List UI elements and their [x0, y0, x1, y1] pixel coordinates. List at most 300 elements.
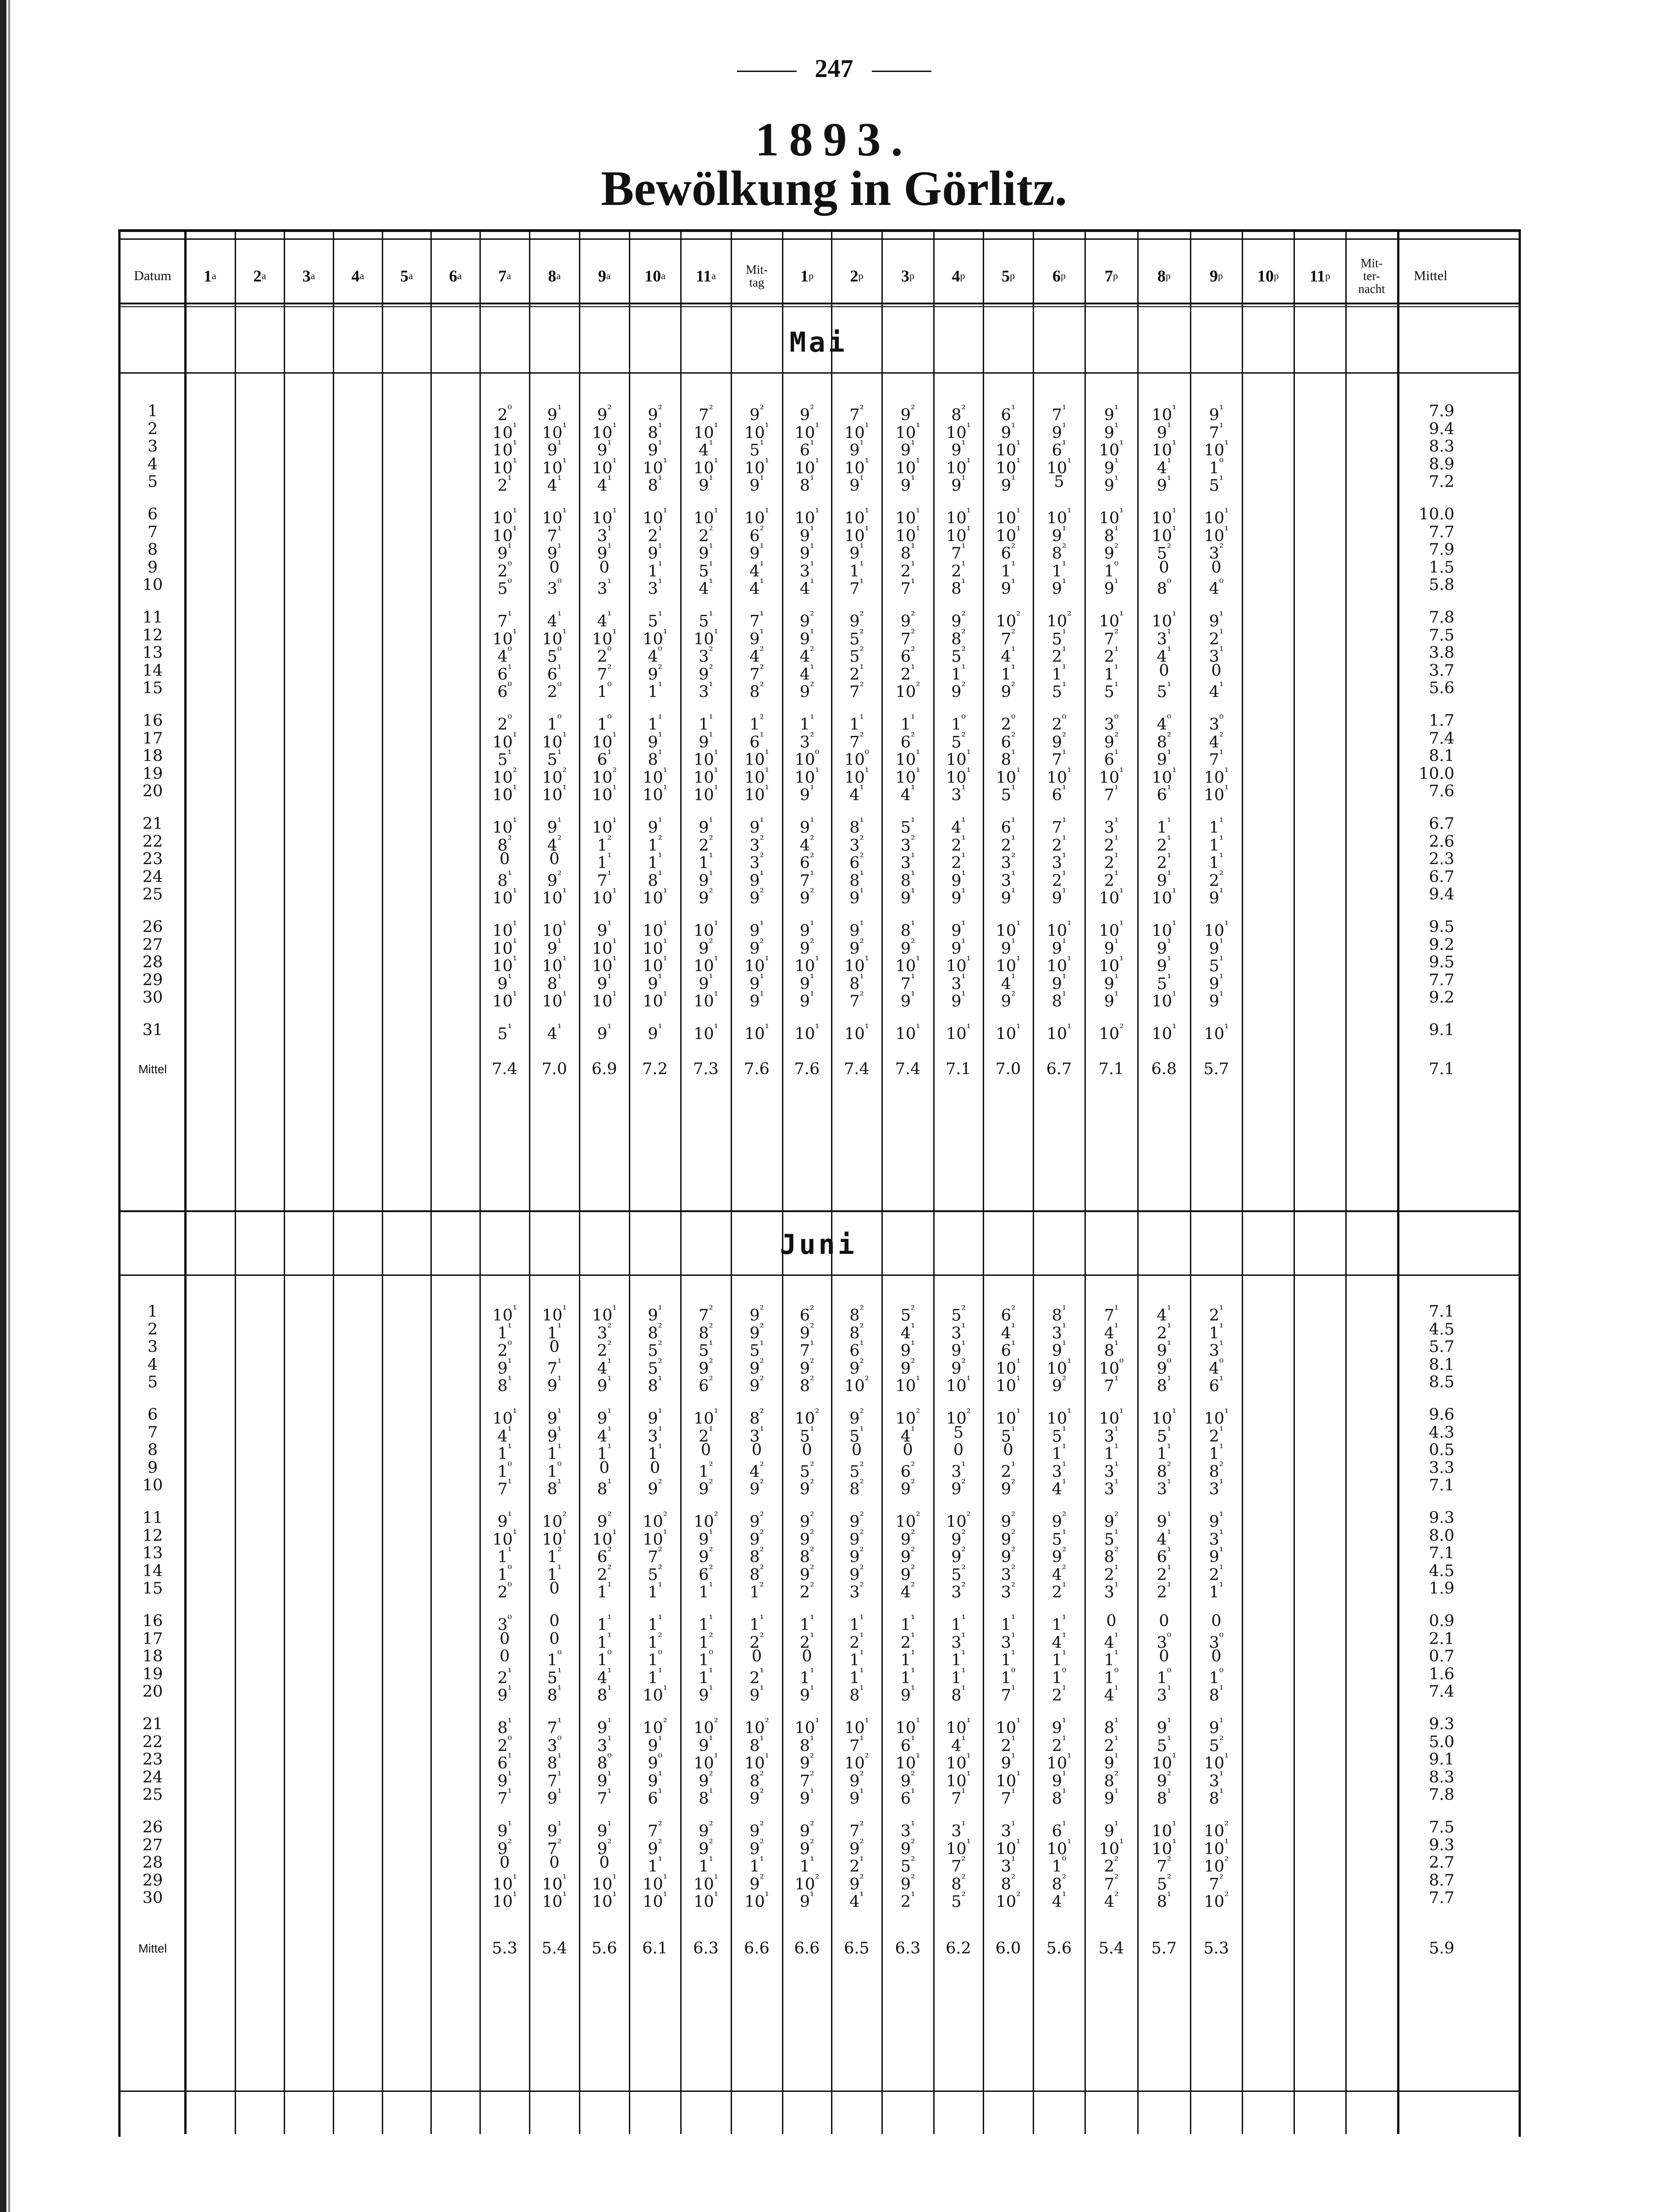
cloud-amount: 10 [946, 509, 967, 528]
cloud-form-index: ¹ [961, 1613, 966, 1625]
cloud-amount: 2 [497, 1583, 508, 1602]
cloud-amount: 10 [794, 1719, 815, 1738]
cloud-amount: 10 [643, 1893, 663, 1912]
cloud-value [782, 1562, 831, 1584]
cloud-amount: 8 [1209, 1790, 1220, 1809]
cloud-value [882, 783, 934, 805]
cloud-amount: 8 [1104, 1341, 1115, 1360]
cloud-form-index: ¹ [1219, 1374, 1224, 1387]
cloud-value [831, 1786, 882, 1809]
cloud-form-index: ² [859, 627, 864, 640]
cloud-form-index: ² [911, 937, 915, 949]
cloud-form-index: ¹ [607, 748, 612, 761]
cloud-amount: 10 [1204, 527, 1225, 546]
cloud-amount: 1 [1104, 1445, 1115, 1463]
header-hour-number: 9 [598, 267, 606, 285]
cloud-form-index: ² [966, 1407, 971, 1419]
cloud-value [480, 456, 529, 478]
cloud-value [831, 936, 882, 958]
cloud-amount: 5 [1209, 1737, 1220, 1755]
header-hour [480, 251, 529, 301]
cloud-form-index: ⁰ [557, 1649, 562, 1661]
cloud-amount: 10 [895, 509, 916, 528]
cloud-amount: 3 [1156, 1480, 1167, 1499]
cloud-amount: 8 [547, 1687, 558, 1705]
cloud-form-index: ¹ [607, 1581, 612, 1593]
cloud-form-index: ¹ [961, 1820, 966, 1831]
cloud-value [579, 473, 629, 496]
cloud-value [1190, 918, 1242, 940]
row-date: 19 [142, 1665, 163, 1683]
cloud-form-index: ¹ [859, 1684, 864, 1696]
cloud-amount: 5 [497, 750, 508, 769]
cloud-form-index: ¹ [607, 1787, 612, 1799]
cloud-amount: 10 [996, 441, 1017, 460]
cloud-amount: 9 [1001, 889, 1012, 908]
cloud-amount: 10 [542, 786, 563, 805]
cloud-value [1190, 1459, 1242, 1481]
cloud-value [1085, 1424, 1138, 1446]
cloud-value [1190, 954, 1242, 976]
cloud-amount: 10 [946, 1840, 967, 1859]
cloud-value [579, 747, 629, 769]
cloud-amount: 10 [542, 733, 563, 752]
cloud-form-index: ¹ [1167, 1716, 1172, 1728]
cloud-amount: 2 [1156, 1566, 1167, 1584]
cloud-value [831, 627, 882, 649]
hourly-mean: 6.8 [1151, 1060, 1177, 1078]
cloud-form-index: ¹ [961, 972, 966, 984]
header-hour-suffix: a [408, 270, 413, 281]
cloud-amount: 2 [1051, 715, 1062, 734]
cloud-form-index: ¹ [1114, 1478, 1119, 1490]
cloud-form-index: ² [658, 1820, 662, 1831]
cloud-form-index: ¹ [562, 919, 567, 931]
cloud-amount: 7 [1209, 424, 1220, 442]
cloud-value [1085, 1683, 1138, 1705]
cloud-amount: 6 [1001, 1341, 1012, 1360]
cloud-amount: 10 [492, 424, 513, 442]
cloud-value [1033, 1441, 1085, 1463]
cloud-amount: 9 [497, 1772, 508, 1791]
cloud-form-index: ¹ [815, 507, 820, 519]
cloud-value [983, 868, 1033, 890]
cloud-amount: 10 [794, 768, 815, 787]
cloud-amount: 10 [542, 993, 563, 1011]
cloud-form-index: ¹ [562, 456, 567, 469]
row-date: 29 [142, 971, 163, 989]
cloud-value [1138, 936, 1190, 958]
cloud-amount: 9 [1051, 939, 1062, 958]
month-mean: 7.1 [1429, 1060, 1454, 1078]
cloud-amount: 9 [900, 1840, 911, 1859]
cloud-form-index: ¹ [1114, 1581, 1119, 1593]
cloud-amount: 3 [900, 1822, 911, 1841]
cloud-value [579, 1580, 629, 1602]
cloud-form-index: ² [961, 645, 966, 657]
cloud-amount: 9 [597, 1025, 608, 1043]
cloud-amount: 9 [648, 818, 658, 837]
cloud-value [629, 850, 681, 872]
cloud-value [529, 1441, 579, 1463]
column-divider [1345, 232, 1347, 2134]
cloud-form-index: ¹ [760, 869, 764, 881]
cloud-amount: 10 [744, 1893, 765, 1912]
cloud-amount: 2 [1104, 647, 1115, 666]
hourly-mean: 6.1 [642, 1939, 668, 1958]
cloud-form-index: ¹ [709, 851, 713, 864]
cloud-value [731, 438, 782, 460]
cloud-form-index: ¹ [1011, 421, 1016, 433]
cloud-form-index: ¹ [911, 816, 915, 828]
cloud-value [1033, 1527, 1085, 1549]
cloud-form-index: ² [911, 1769, 915, 1782]
cloud-amount: 10 [542, 459, 563, 478]
cloud-amount: 5 [547, 647, 558, 666]
cloud-value [579, 1769, 629, 1791]
cloud-amount: 9 [799, 544, 810, 563]
cloud-amount: 9 [497, 975, 508, 993]
cloud-value [681, 868, 731, 890]
cloud-form-index: ⁰ [557, 1734, 562, 1746]
cloud-form-index: ¹ [1167, 1478, 1172, 1490]
cloud-amount: 2 [1104, 1737, 1115, 1755]
cloud-amount: 0 [1159, 1647, 1169, 1666]
cloud-value [1085, 1321, 1138, 1343]
cloud-form-index: ¹ [810, 1339, 815, 1351]
cloud-form-index: ¹ [1119, 507, 1124, 519]
cloud-value [782, 1889, 831, 1912]
cloud-amount: 8 [1209, 1687, 1220, 1705]
cloud-form-index: ² [557, 869, 562, 881]
cloud-value [1190, 662, 1242, 679]
cloud-amount: 8 [1051, 1306, 1062, 1325]
cloud-form-index: ¹ [916, 748, 920, 761]
cloud-value [831, 506, 882, 528]
cloud-value [731, 420, 782, 442]
cloud-value [529, 1716, 579, 1738]
header-hour [579, 251, 629, 301]
cloud-value [579, 850, 629, 872]
cloud-form-index: ¹ [1016, 524, 1021, 536]
cloud-form-index: ² [1219, 1872, 1224, 1885]
cloud-amount: 9 [1001, 1480, 1012, 1499]
cloud-form-index: ⁰ [1011, 713, 1016, 725]
cloud-value [480, 1819, 529, 1841]
cloud-form-index: ¹ [911, 1424, 915, 1437]
cloud-value [1033, 1321, 1085, 1343]
row-date: 10 [142, 1476, 163, 1495]
cloud-value [782, 420, 831, 442]
cloud-form-index: ¹ [765, 456, 769, 469]
cloud-value [1033, 886, 1085, 908]
cloud-amount: 9 [951, 1359, 962, 1378]
hourly-mean: 6.5 [844, 1939, 870, 1958]
cloud-form-index: ¹ [859, 1613, 864, 1625]
cloud-value [731, 1441, 782, 1459]
cloud-value [681, 1819, 731, 1841]
cloud-value [1138, 747, 1190, 769]
cloud-form-index: ¹ [1016, 1407, 1021, 1419]
cloud-form-index: ¹ [961, 851, 966, 864]
cloud-value [1138, 918, 1190, 940]
row-mean: 10.0 [1419, 505, 1454, 524]
cloud-value [882, 918, 934, 940]
table-title: Bewölkung in Görlitz. [600, 161, 1068, 216]
cloud-form-index: ¹ [961, 662, 966, 675]
cloud-amount: 9 [799, 786, 810, 805]
cloud-value [480, 1509, 529, 1531]
cloud-amount: 2 [749, 1669, 760, 1688]
cloud-amount: 9 [951, 993, 962, 1011]
cloud-amount: 6 [749, 527, 760, 546]
cloud-amount: 10 [694, 1875, 714, 1894]
cloud-form-index: ¹ [714, 627, 718, 640]
cloud-value [579, 1527, 629, 1549]
cloud-form-index: ² [760, 1478, 764, 1490]
cloud-value [731, 1854, 782, 1876]
cloud-form-index: ² [658, 1631, 662, 1643]
cloud-value [934, 1441, 983, 1459]
cloud-form-index: ¹ [1062, 662, 1067, 675]
row-mean: 9.3 [1429, 1836, 1454, 1854]
cloud-amount: 10 [744, 1719, 765, 1738]
cloud-amount: 8 [749, 1409, 760, 1428]
cloud-form-index: ¹ [1016, 439, 1021, 451]
cloud-form-index: ¹ [658, 680, 662, 693]
cloud-form-index: ¹ [1167, 1442, 1172, 1455]
cloud-value [1138, 1716, 1190, 1738]
cloud-amount: 10 [592, 733, 613, 752]
cloud-value [1033, 989, 1085, 1011]
cloud-form-index: ¹ [1011, 662, 1016, 675]
row-date: 27 [142, 1836, 163, 1854]
cloud-amount: 3 [799, 562, 810, 581]
cloud-amount: 2 [497, 562, 508, 581]
cloud-value [983, 473, 1033, 496]
cloud-form-index: ² [859, 990, 864, 1002]
cloud-form-index: ¹ [1224, 1022, 1229, 1034]
cloud-form-index: ¹ [1114, 403, 1119, 415]
cloud-amount: 9 [951, 1530, 962, 1549]
cloud-value [629, 1612, 681, 1634]
cloud-value [1085, 765, 1138, 787]
cloud-value [1138, 1356, 1190, 1378]
row-mean: 7.9 [1429, 402, 1454, 420]
cloud-value [1190, 1648, 1242, 1665]
cloud-form-index: ¹ [864, 421, 869, 433]
cloud-amount: 9 [1051, 1772, 1062, 1791]
cloud-amount: 9 [1051, 733, 1062, 752]
cloud-value [529, 679, 579, 702]
cloud-value [1138, 662, 1190, 679]
row-mean: 1.6 [1429, 1665, 1454, 1683]
cloud-value [629, 473, 681, 496]
cloud-form-index: ¹ [557, 1666, 562, 1678]
cloud-amount: 0 [549, 850, 560, 869]
cloud-value [1085, 576, 1138, 599]
cloud-value [882, 1751, 934, 1773]
cloud-value [934, 1872, 983, 1894]
cloud-amount: 6 [547, 665, 558, 684]
cloud-amount: 9 [951, 441, 962, 460]
cloud-value [1085, 559, 1138, 581]
cloud-value [934, 403, 983, 425]
cloud-value [681, 403, 731, 425]
cloud-value [579, 644, 629, 666]
cloud-value [782, 679, 831, 702]
cloud-amount: 10 [1204, 1409, 1225, 1428]
cloud-form-index: ⁰ [1219, 1357, 1224, 1369]
cloud-form-index: ⁰ [507, 403, 512, 415]
cloud-amount: 10 [844, 459, 865, 478]
hourly-mean: 7.0 [995, 1060, 1021, 1078]
cloud-value [480, 524, 529, 546]
cloud-form-index: ¹ [1219, 610, 1224, 622]
cloud-amount: 10 [492, 1409, 513, 1428]
cloud-amount: 9 [749, 1324, 760, 1343]
cloud-amount: 2 [1209, 1306, 1220, 1325]
cloud-amount: 10 [643, 939, 663, 958]
cloud-amount: 9 [900, 477, 911, 496]
cloud-value [579, 1837, 629, 1859]
cloud-amount: 7 [547, 1772, 558, 1791]
cloud-amount: 9 [1001, 683, 1012, 702]
cloud-value [782, 506, 831, 528]
cloud-amount: 9 [1156, 424, 1167, 442]
cloud-form-index: ¹ [911, 439, 915, 451]
cloud-amount: 9 [1104, 1790, 1115, 1809]
cloud-form-index: ¹ [911, 1734, 915, 1746]
cloud-amount: 10 [694, 1754, 714, 1773]
cloud-form-index: ² [507, 1837, 512, 1849]
header-hour-number: 4 [952, 267, 960, 285]
cloud-value [731, 679, 782, 702]
cloud-value [782, 730, 831, 752]
row-mean: 2.1 [1429, 1629, 1454, 1648]
row-mean: 4.5 [1429, 1561, 1454, 1580]
cloud-value [1033, 644, 1085, 666]
cloud-amount: 10 [1046, 509, 1068, 528]
cloud-value [934, 1545, 983, 1567]
cloud-amount: 10 [895, 459, 916, 478]
cloud-value [681, 679, 731, 702]
cloud-amount: 10 [592, 993, 613, 1011]
cloud-amount: 1 [648, 1583, 658, 1602]
cloud-value [480, 815, 529, 837]
cloud-form-index: ¹ [507, 1478, 512, 1490]
cloud-form-index: ¹ [709, 680, 713, 693]
cloud-amount: 3 [951, 1324, 962, 1343]
hourly-mean: 6.6 [744, 1939, 770, 1958]
cloud-form-index: ² [709, 403, 713, 415]
cloud-value [529, 730, 579, 752]
cloud-amount: 10 [492, 768, 513, 787]
row-date: 12 [142, 626, 163, 645]
cloud-value [882, 1321, 934, 1343]
cloud-value [1138, 609, 1190, 631]
column-divider [333, 232, 334, 2134]
cloud-amount: 1 [597, 836, 608, 855]
cloud-value [579, 783, 629, 805]
cloud-amount: 3 [497, 1616, 508, 1634]
cloud-value [1190, 609, 1242, 631]
cloud-amount: 10 [1151, 406, 1173, 425]
cloud-value [882, 644, 934, 666]
cloud-form-index: ¹ [1114, 1787, 1119, 1799]
cloud-value [480, 662, 529, 684]
row-mean: 7.1 [1429, 1544, 1454, 1563]
cloud-amount: 0 [751, 1647, 762, 1666]
cloud-form-index: ² [607, 1545, 612, 1558]
cloud-value [983, 627, 1033, 649]
cloud-value [529, 1021, 579, 1043]
cloud-value [480, 576, 529, 599]
cloud-value [831, 1889, 882, 1912]
cloud-amount: 1 [900, 1616, 911, 1634]
cloud-amount: 8 [951, 630, 962, 649]
row-mean: 7.1 [1429, 1476, 1454, 1495]
cloud-form-index: ² [658, 1563, 662, 1575]
cloud-form-index: ¹ [859, 816, 864, 828]
cloud-value [983, 541, 1033, 563]
cloud-value [1138, 1021, 1190, 1043]
cloud-form-index: ² [658, 662, 662, 675]
cloud-form-index: ² [1011, 1528, 1016, 1540]
cloud-value [1138, 559, 1190, 576]
cloud-form-index: ¹ [1067, 766, 1072, 778]
cloud-value [1085, 456, 1138, 478]
cloud-form-index: ¹ [1114, 1649, 1119, 1661]
cloud-form-index: ¹ [607, 1716, 612, 1728]
cloud-value [681, 644, 731, 666]
cloud-value [882, 971, 934, 993]
cloud-value [983, 1374, 1033, 1396]
row-date: 1 [147, 402, 158, 420]
cloud-amount: 7 [849, 406, 860, 425]
cloud-amount: 9 [497, 1512, 508, 1531]
cloud-amount: 10 [1151, 1025, 1173, 1043]
cloud-value [831, 1612, 882, 1634]
cloud-amount: 1 [1209, 1324, 1220, 1343]
cloud-amount: 7 [749, 612, 760, 631]
cloud-value [934, 609, 983, 631]
cloud-value [731, 1562, 782, 1584]
cloud-amount: 6 [900, 1790, 911, 1809]
cloud-amount: 7 [1001, 630, 1012, 649]
cloud-amount: 3 [1209, 1633, 1220, 1652]
cloud-amount: 10 [996, 612, 1017, 631]
cloud-value [1190, 1545, 1242, 1567]
cloud-amount: 1 [1104, 1651, 1115, 1670]
cloud-value [983, 1477, 1033, 1499]
cloud-amount: 7 [849, 580, 860, 599]
cloud-value [681, 833, 731, 855]
cloud-amount: 10 [946, 1377, 967, 1396]
cloud-form-index: ⁰ [1011, 1666, 1016, 1678]
hourly-mean: 6.6 [794, 1939, 820, 1958]
cloud-amount: 5 [749, 1341, 760, 1360]
cloud-amount: 9 [951, 683, 962, 702]
cloud-amount: 10 [542, 509, 563, 528]
cloud-form-index: ¹ [1062, 1581, 1067, 1593]
cloud-value [681, 506, 731, 528]
cloud-form-index: ¹ [1172, 887, 1177, 899]
cloud-value [629, 1303, 681, 1325]
cloud-value [731, 783, 782, 805]
cloud-form-index: ² [810, 1769, 815, 1782]
cloud-form-index: ¹ [714, 456, 718, 469]
